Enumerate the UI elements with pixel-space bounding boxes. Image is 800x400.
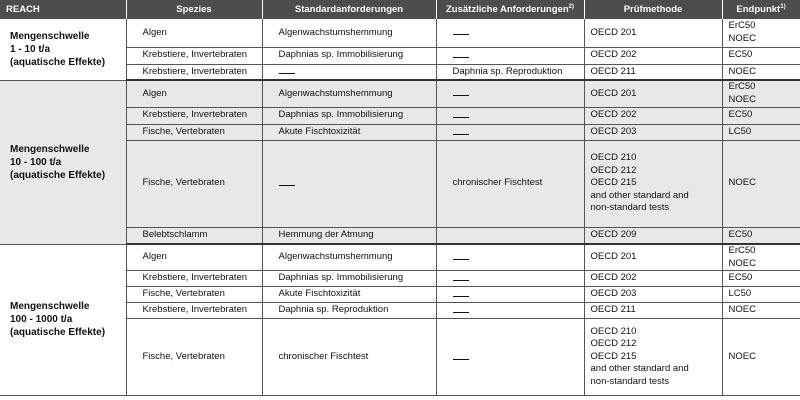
table-row (0, 244, 800, 271)
cell-spezies: Algen (126, 244, 262, 271)
cell-methode (584, 227, 722, 244)
cell-endpunkt (722, 319, 800, 396)
cell-endpunkt (722, 227, 800, 244)
cell-methode (584, 271, 722, 287)
cell-methode (584, 19, 722, 47)
cell-standard (262, 64, 436, 80)
blank-line (453, 306, 469, 313)
cell-standard: Algenwachstumshemmung (262, 80, 436, 107)
cell-methode (584, 140, 722, 227)
cell-methode-line: OECD 209 (590, 229, 637, 240)
cell-endpunkt-line: ErC50 (728, 81, 756, 93)
cell-methode-line: OECD 202 (590, 109, 637, 121)
cell-methode-line: OECD 212 (590, 164, 637, 176)
cell-endpunkt (722, 271, 800, 287)
cell-methode-line: OECD 210 (590, 152, 637, 164)
cell-endpunkt (722, 80, 800, 107)
threshold-label-line: Mengenschwelle (10, 30, 90, 42)
blank-line (453, 253, 469, 260)
cell-methode-line: OECD 202 (590, 49, 637, 61)
cell-spezies: Fische, Vertebraten (126, 124, 262, 140)
threshold-label-line: Mengenschwelle (10, 301, 90, 313)
footnote-2: 2) (568, 3, 574, 10)
header-row (0, 0, 800, 19)
cell-methode-line: and other standard and (590, 189, 689, 201)
threshold-label (0, 244, 126, 396)
cell-standard: chronischer Fischtest (262, 319, 436, 396)
cell-spezies: Krebstiere, Invertebraten (126, 47, 262, 64)
cell-spezies: Algen (126, 80, 262, 107)
cell-standard: Algenwachstumshemmung (262, 244, 436, 271)
header-endpunkt (722, 0, 800, 19)
cell-zusaetzlich (436, 303, 584, 319)
cell-endpunkt-line: EC50 (728, 49, 753, 61)
cell-standard: Daphnias sp. Immobilisierung (262, 107, 436, 124)
cell-zusaetzlich (436, 80, 584, 107)
cell-endpunkt-line: LC50 (728, 288, 752, 300)
threshold-label-line: (aquatische Effekte) (10, 56, 106, 68)
cell-endpunkt (722, 287, 800, 303)
cell-spezies: Fische, Vertebraten (126, 140, 262, 227)
blank-line (453, 290, 469, 297)
blank-line (453, 353, 469, 360)
cell-endpunkt-line: NOEC (728, 350, 756, 362)
cell-methode (584, 244, 722, 271)
cell-standard: Algenwachstumshemmung (262, 19, 436, 47)
cell-standard: Hemmung der Atmung (262, 227, 436, 244)
cell-methode (584, 64, 722, 80)
cell-endpunkt-line: ErC50 (728, 20, 756, 32)
threshold-label-line: Mengenschwelle (10, 143, 90, 155)
cell-standard: Daphnia sp. Reproduktion (262, 303, 436, 319)
cell-standard: Daphnias sp. Immobilisierung (262, 271, 436, 287)
threshold-label (0, 80, 126, 244)
cell-zusaetzlich (436, 244, 584, 271)
cell-methode-line: and other standard and (590, 363, 689, 375)
cell-methode-line: OECD 210 (590, 325, 637, 337)
header-spezies: Spezies (126, 0, 262, 19)
cell-endpunkt (722, 303, 800, 319)
threshold-label-line: (aquatische Effekte) (10, 169, 106, 181)
cell-endpunkt (722, 107, 800, 124)
cell-methode (584, 80, 722, 107)
cell-methode-line: OECD 201 (590, 26, 637, 38)
threshold-group (0, 80, 800, 244)
threshold-group (0, 19, 800, 80)
cell-endpunkt (722, 124, 800, 140)
cell-standard (262, 140, 436, 227)
header-zusaetzlich (436, 0, 584, 19)
cell-methode-line: OECD 201 (590, 251, 637, 263)
cell-spezies: Krebstiere, Invertebraten (126, 303, 262, 319)
cell-endpunkt-line: NOEC (728, 93, 756, 105)
cell-spezies: Algen (126, 19, 262, 47)
footnote-1: 1) (780, 3, 786, 10)
cell-zusaetzlich (436, 227, 584, 244)
cell-methode-line: OECD 215 (590, 177, 637, 189)
cell-spezies: Krebstiere, Invertebraten (126, 64, 262, 80)
table-row (0, 19, 800, 47)
cell-zusaetzlich (436, 319, 584, 396)
cell-spezies: Krebstiere, Invertebraten (126, 107, 262, 124)
threshold-group (0, 244, 800, 396)
threshold-label-line: 10 - 100 t/a (10, 156, 62, 168)
cell-zusaetzlich (436, 107, 584, 124)
header-endpunkt-label: Endpunkt (736, 4, 781, 16)
cell-endpunkt-line: EC50 (728, 109, 753, 121)
threshold-label-line: 1 - 10 t/a (10, 43, 51, 55)
blank-line (279, 179, 295, 186)
cell-standard: Akute Fischtoxizität (262, 287, 436, 303)
cell-methode (584, 124, 722, 140)
cell-zusaetzlich (436, 124, 584, 140)
cell-endpunkt-line: NOEC (728, 177, 756, 189)
cell-endpunkt-line: NOEC (728, 32, 756, 44)
cell-methode (584, 303, 722, 319)
cell-methode-line: OECD 202 (590, 272, 637, 284)
cell-endpunkt-line: NOEC (728, 257, 756, 269)
cell-zusaetzlich: chronischer Fischtest (436, 140, 584, 227)
blank-line (453, 51, 469, 58)
blank-line (453, 274, 469, 281)
threshold-label-line: (aquatische Effekte) (10, 327, 106, 339)
cell-methode (584, 47, 722, 64)
cell-methode-line: OECD 211 (590, 65, 636, 77)
cell-endpunkt-line: EC50 (728, 229, 753, 240)
cell-zusaetzlich: Daphnia sp. Reproduktion (436, 64, 584, 80)
cell-zusaetzlich (436, 19, 584, 47)
cell-spezies: Belebtschlamm (126, 227, 262, 244)
cell-methode (584, 319, 722, 396)
blank-line (453, 89, 469, 96)
cell-zusaetzlich (436, 271, 584, 287)
cell-methode-line: OECD 201 (590, 87, 637, 99)
header-reach: REACH (0, 0, 126, 19)
cell-endpunkt (722, 47, 800, 64)
blank-line (453, 128, 469, 135)
cell-methode-line: non-standard tests (590, 375, 670, 387)
cell-zusaetzlich (436, 47, 584, 64)
cell-endpunkt (722, 140, 800, 227)
cell-spezies: Fische, Vertebraten (126, 287, 262, 303)
threshold-label (0, 19, 126, 80)
cell-standard: Akute Fischtoxizität (262, 124, 436, 140)
cell-spezies: Krebstiere, Invertebraten (126, 271, 262, 287)
cell-spezies: Fische, Vertebraten (126, 319, 262, 396)
cell-endpunkt (722, 19, 800, 47)
blank-line (453, 28, 469, 35)
cell-methode-line: OECD 212 (590, 338, 637, 350)
blank-line (279, 67, 295, 74)
threshold-label-line: 100 - 1000 t/a (10, 314, 73, 326)
cell-endpunkt-line: ErC50 (728, 245, 756, 256)
cell-methode-line: OECD 203 (590, 288, 637, 300)
table-row (0, 80, 800, 107)
cell-methode-line: OECD 211 (590, 304, 636, 316)
cell-endpunkt-line: NOEC (728, 65, 756, 77)
cell-endpunkt (722, 64, 800, 80)
header-zusaetzlich-label: Zusätzliche Anforderungen (446, 4, 569, 16)
header-methode: Prüfmethode (584, 0, 722, 19)
cell-zusaetzlich (436, 287, 584, 303)
cell-methode (584, 107, 722, 124)
cell-endpunkt-line: LC50 (728, 125, 752, 137)
cell-methode (584, 287, 722, 303)
cell-methode-line: OECD 215 (590, 350, 637, 362)
cell-endpunkt-line: EC50 (728, 272, 753, 284)
cell-methode-line: non-standard tests (590, 202, 670, 214)
cell-standard: Daphnias sp. Immobilisierung (262, 47, 436, 64)
cell-endpunkt-line: NOEC (728, 304, 756, 316)
header-standard: Standardanforderungen (262, 0, 436, 19)
cell-methode-line: OECD 203 (590, 125, 637, 137)
blank-line (453, 111, 469, 118)
cell-endpunkt (722, 244, 800, 271)
